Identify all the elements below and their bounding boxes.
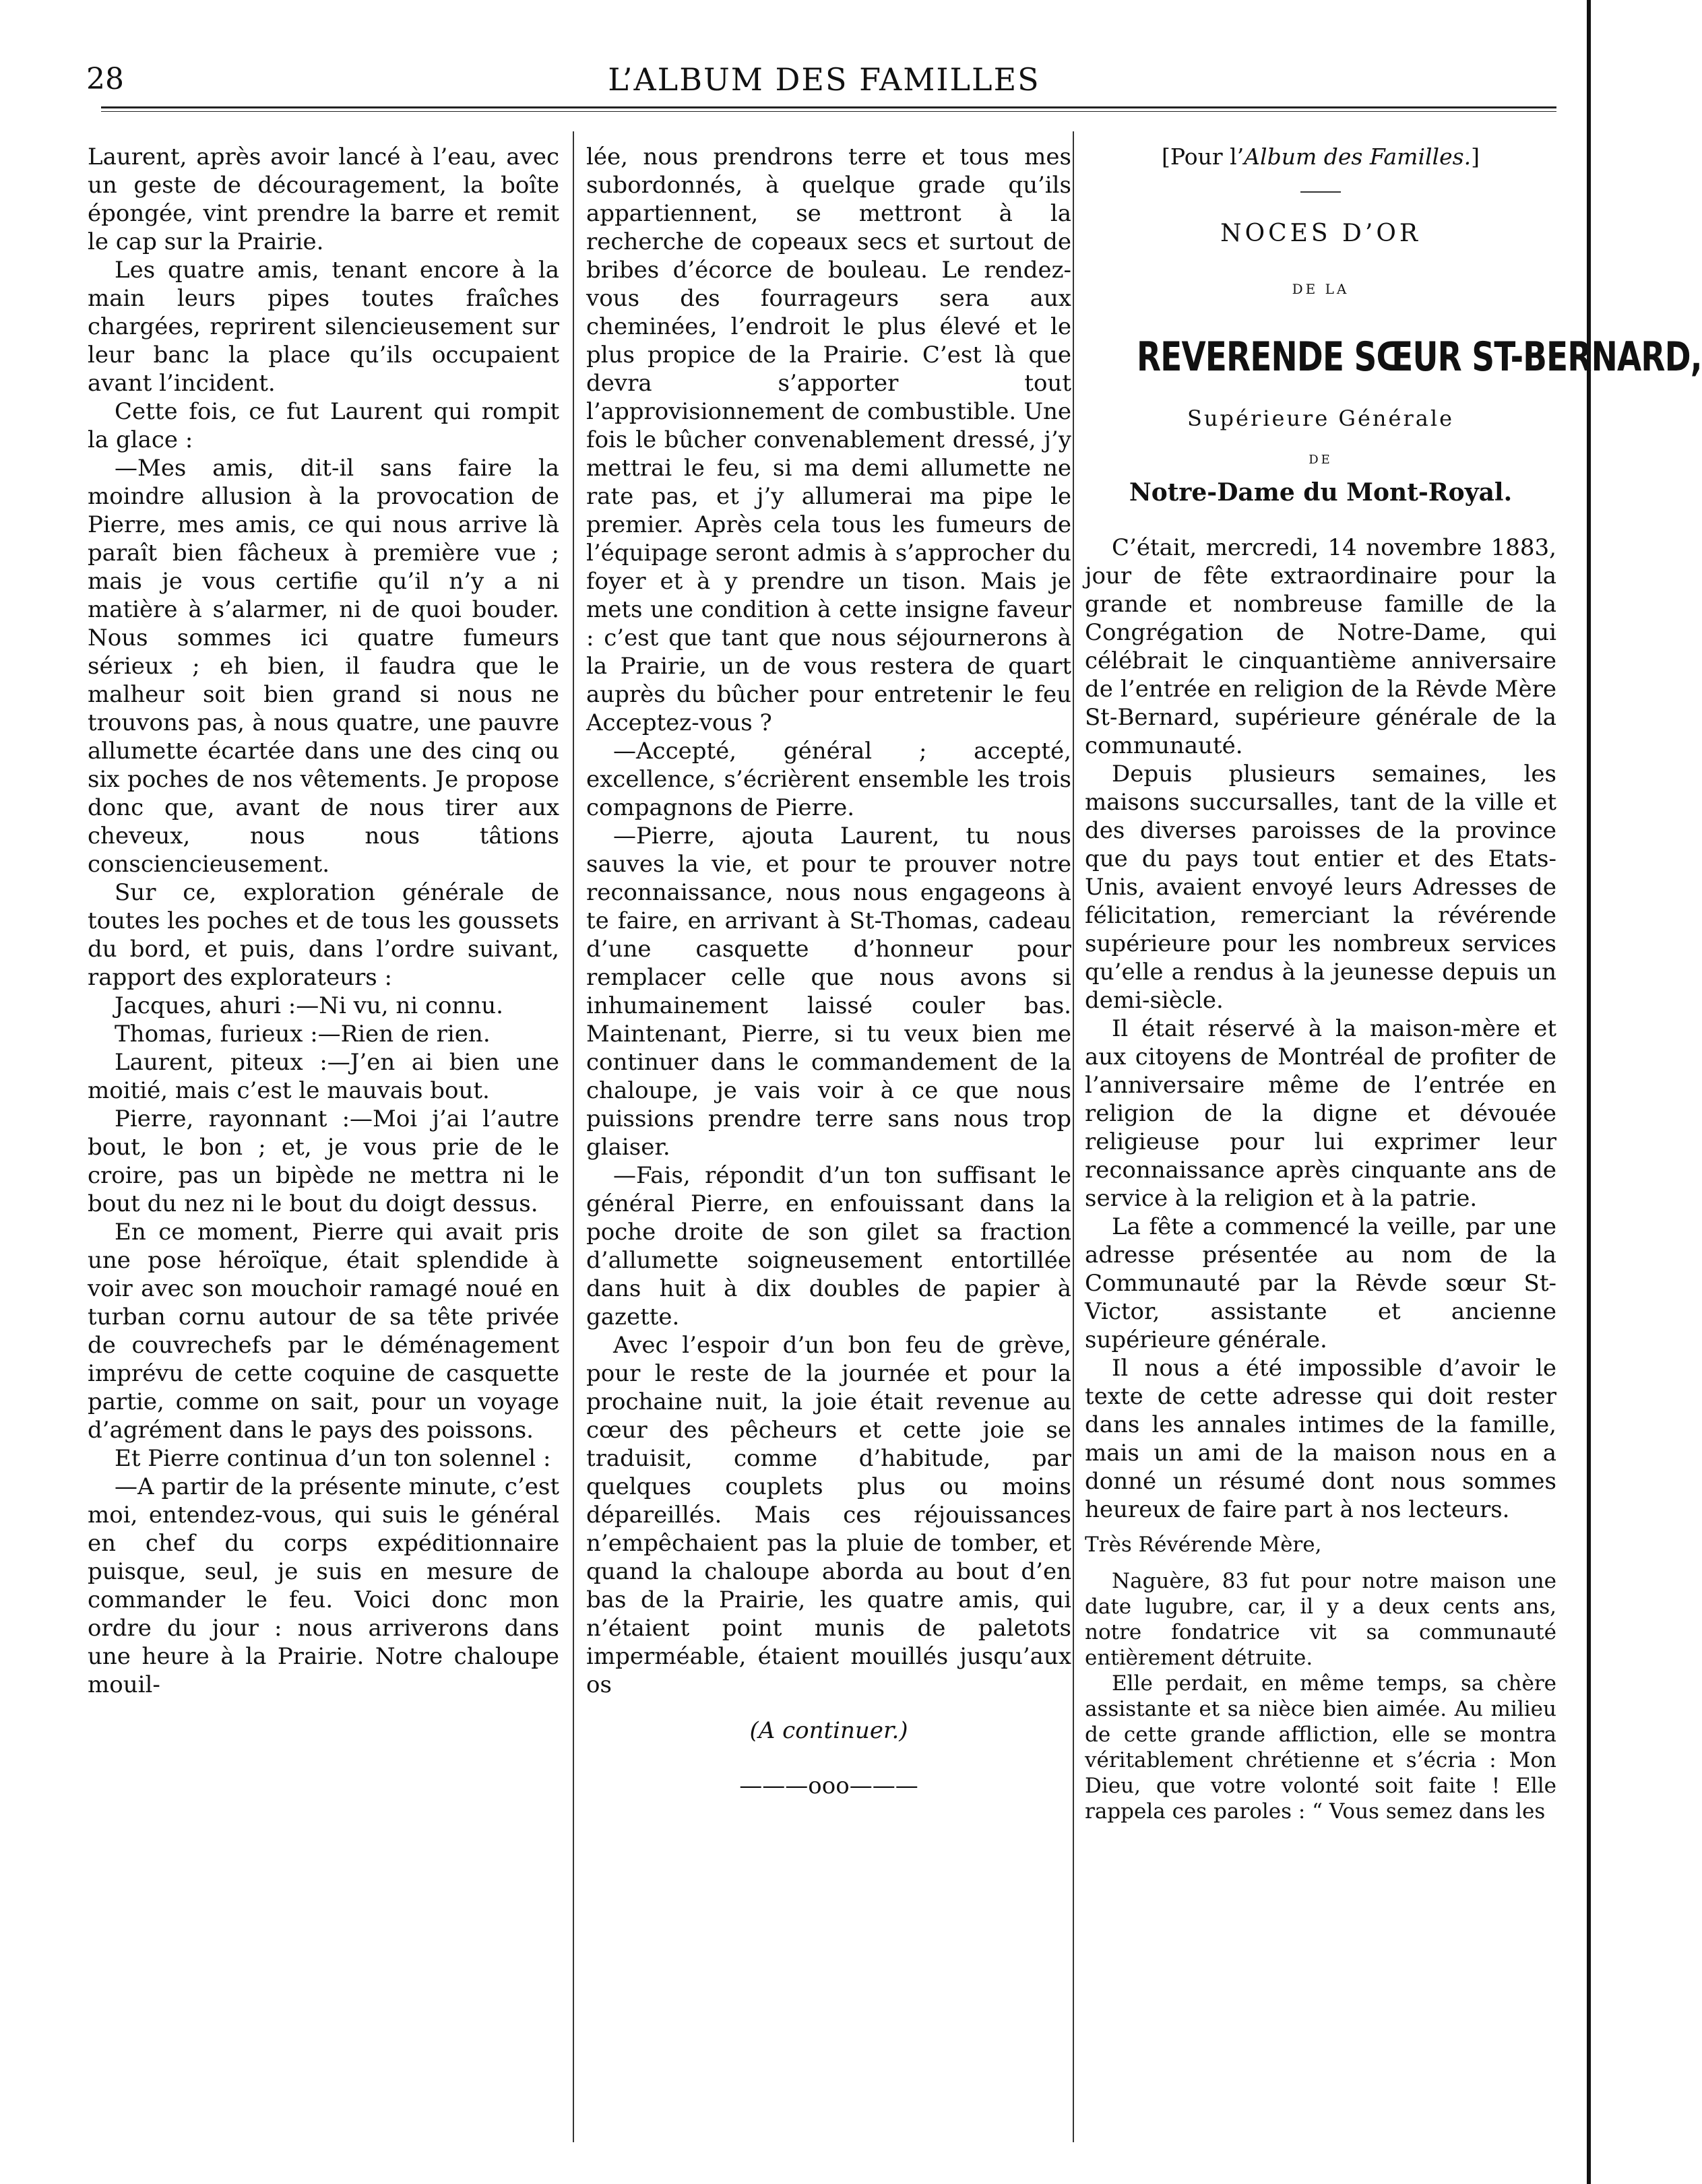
paragraph: Depuis plusieurs semaines, les maisons succursalles, tant de la ville et des diverses paroisses de la province que du pays tout entier et des Etats-Unis, avaient envoyé leurs Adresses de félicitation, remerciant la révérende supérieure pour les nombreux services qu’elle a rendus à la jeunesse depuis un demi-siècle. (1085, 761, 1556, 1014)
paragraph: C’était, mercredi, 14 novembre 1883, jour de fête extraordinaire pour la grande et nombreuse famille de la Congrégation de Notre-Dame, qui célébrait le cinquantième anniversaire de l’entrée en religion de la Rėvde Mère St-Bernard, supérieure générale de la communauté. (1085, 534, 1556, 759)
paragraph: Et Pierre continua d’un ton solennel : (115, 1445, 551, 1472)
paragraph: Il nous a été impossible d’avoir le texte de cette adresse qui doit rester dans les annales intimes de la famille, mais un ami de la maison nous en a donné un résumé dont nous sommes heureux de faire part à nos lecteurs. (1085, 1355, 1556, 1523)
article-subtitle-bold: Notre-Dame du Mont-Royal. (1129, 478, 1513, 507)
paragraph: Laurent, après avoir lancé à l’eau, avec un geste de découragement, la boîte épongée, vint prendre la barre et remit le cap sur la Prairie. (88, 143, 559, 255)
paragraph: lée, nous prendrons terre et tous mes subordonnés, à quelque grade qu’ils appartiennent, se mettront à la recherche de copeaux secs et surtout de bribes d’écorce de bouleau. Le rendez-vous des fourrageurs sera aux cheminées, l’endroit le plus élevé et le plus propice de la Prairie. C’est là que devra s’apporter tout l’approvisionnement de combustible. Une fois le bûcher convenablement dressé, j’y mettrai le feu, si ma demi allumette ne rate pas, et j’y allumerai ma pipe le premier. Après cela tous les fumeurs de l’équipage seront admis à s’approcher du foyer et à y prendre un tison. Mais je mets une condition à cette insigne faveur : c’est que tant que nous séjournerons à la Prairie, un de vous restera de quart auprès du bûcher pour entretenir le feu Acceptez-vous ? (586, 143, 1071, 736)
column-divider (573, 131, 574, 2142)
paragraph: Naguère, 83 fut pour notre maison une date lugubre, car, il y a deux cents ans, notre fondatrice vit sa communauté entièrement détruite. (1085, 1569, 1556, 1670)
paragraph: En ce moment, Pierre qui avait pris une pose héroïque, était splendide à voir avec son mouchoir ramagé noué en turban cornu autour de sa tête privée de couvrechefs par le déménagement imprévu de cette coquine de casquette partie, comme on sait, pour un voyage d’agrément dans le pays des poissons. (88, 1219, 559, 1444)
paragraph: —Mes amis, dit-il sans faire la moindre allusion à la provocation de Pierre, mes amis, ce qui nous arrive là paraît bien fâcheux à première vue ; mais je vous certifie qu’il n’y a ni matière à s’alarmer, ni de quoi bouder. Nous sommes ici quatre fumeurs sérieux ; eh bien, il faudra que le malheur soit bien grand si nous ne trouvons pas, à nous quatre, une pauvre allumette écartée dans une des cinq ou six poches de nos vêtements. Je propose donc que, avant de nous tirer aux cheveux, nous nous tâtions consciencieusement. (88, 455, 559, 878)
paragraph: —Fais, répondit d’un ton suffisant le général Pierre, en enfouissant dans la poche droite de son gilet sa fraction d’allumette soigneusement entortillée dans huit à dix doubles de papier à gazette. (586, 1162, 1071, 1330)
paragraph: Laurent, piteux :—J’en ai bien une moitié, mais c’est le mauvais bout. (88, 1049, 559, 1104)
paragraph: Il était réservé à la maison-mère et aux citoyens de Montréal de profiter de l’anniversaire même de l’entrée en religion de la digne et dévouée religieuse pour lui exprimer leur reconnaissance après cinquante ans de service à la religion et à la patrie. (1085, 1015, 1556, 1212)
paragraph: Cette fois, ce fut Laurent qui rompit la glace : (88, 398, 559, 453)
paragraph: Thomas, furieux :—Rien de rien. (115, 1021, 491, 1048)
credit-suffix: ] (1471, 143, 1480, 170)
article-headline: REVERENDE SŒUR ST-BERNARD, (1137, 333, 1702, 381)
credit-prefix: [Pour l’ (1162, 143, 1244, 170)
short-rule (1300, 191, 1341, 193)
article-connector: DE LA (1292, 281, 1350, 297)
paragraph: —Accepté, général ; accepté, excellence, s’écrièrent ensemble les trois compagnons de Pierre. (586, 738, 1071, 821)
header-rule (101, 106, 1556, 112)
article-subtitle: Supérieure Générale (1187, 406, 1455, 431)
paragraph: Elle perdait, en même temps, sa chère assistante et sa nièce bien aimée. Au milieu de cette grande affliction, elle se montra véritablement chrétienne et s’écria : Mon Dieu, que votre volonté soit faite ! Elle rappela ces paroles : “ Vous semez dans les (1085, 1671, 1556, 1824)
article-kicker: NOCES D’OR (1220, 220, 1421, 247)
column-divider (1073, 131, 1074, 2142)
paragraph: Pierre, rayonnant :—Moi j’ai l’autre bout, le bon ; et, je vous prie de le croire, pas un bipède ne mettra ni le bout du nez ni le bout du doigt dessus. (88, 1105, 559, 1217)
paragraph: Les quatre amis, tenant encore à la main leurs pipes toutes fraîches chargées, reprirent silencieusement sur leur banc la place qu’ils occupaient avant l’incident. (88, 257, 559, 397)
page-edge-rule (1587, 0, 1591, 2184)
to-be-continued: (A continuer.) (749, 1717, 908, 1744)
paragraph: —Pierre, ajouta Laurent, tu nous sauves la vie, et pour te prouver notre reconnaissance, nous nous engageons à te faire, en arrivant à St-Thomas, cadeau d’une casquette d’honneur pour remplacer celle que nous avons si inhumainement laissé couler bas. Maintenant, Pierre, si tu veux bien me continuer dans le commandement de la chaloupe, je vais voir à ce que nous puissions prendre terre sans nous trop glaiser. (586, 823, 1071, 1161)
column-1 (88, 143, 559, 2130)
credit-publication: Album des Familles. (1244, 143, 1472, 170)
paragraph: Sur ce, exploration générale de toutes les poches et de tous les goussets du bord, et puis, dans l’ordre suivant, rapport des explorateurs : (88, 879, 559, 991)
article-connector: DE (1309, 453, 1333, 467)
page-number: 28 (86, 62, 124, 96)
column-3 (1085, 143, 1702, 2130)
running-title: L’ALBUM DES FAMILLES (608, 61, 1040, 98)
paragraph: —A partir de la présente minute, c’est moi, entendez-vous, qui suis le général en chef du corps expéditionnaire puisque, seul, je suis en mesure de commander le feu. Voici donc mon ordre du jour : nous arriverons dans une heure à la Prairie. Notre chaloupe mouil- (88, 1473, 559, 1698)
section-end-rule: ———ooo——— (739, 1772, 918, 1799)
paragraph: Avec l’espoir d’un bon feu de grève, pour le reste de la journée et pour la prochaine nuit, la joie était revenue au cœur des pêcheurs et cette joie se traduisit, comme d’habitude, par quelques couplets plus ou moins dépareillés. Mais ces réjouissances n’empêchaient pas la pluie de tomber, et quand la chaloupe aborda au bout d’en bas de la Prairie, les quatre amis, qui n’étaient point munis de paletots imperméable, étaient mouillés jusqu’aux os (586, 1332, 1071, 1698)
column-2 (586, 143, 1071, 2130)
letter-salutation: Très Révérende Mère, (1085, 1533, 1322, 1557)
paragraph: La fête a commencé la veille, par une adresse présentée au nom de la Communauté par la Rėvde sœur St-Victor, assistante et ancienne supérieure générale. (1085, 1213, 1556, 1353)
paragraph: Jacques, ahuri :—Ni vu, ni connu. (115, 992, 503, 1019)
page-header (80, 59, 1569, 100)
article-credit (1085, 143, 1556, 171)
